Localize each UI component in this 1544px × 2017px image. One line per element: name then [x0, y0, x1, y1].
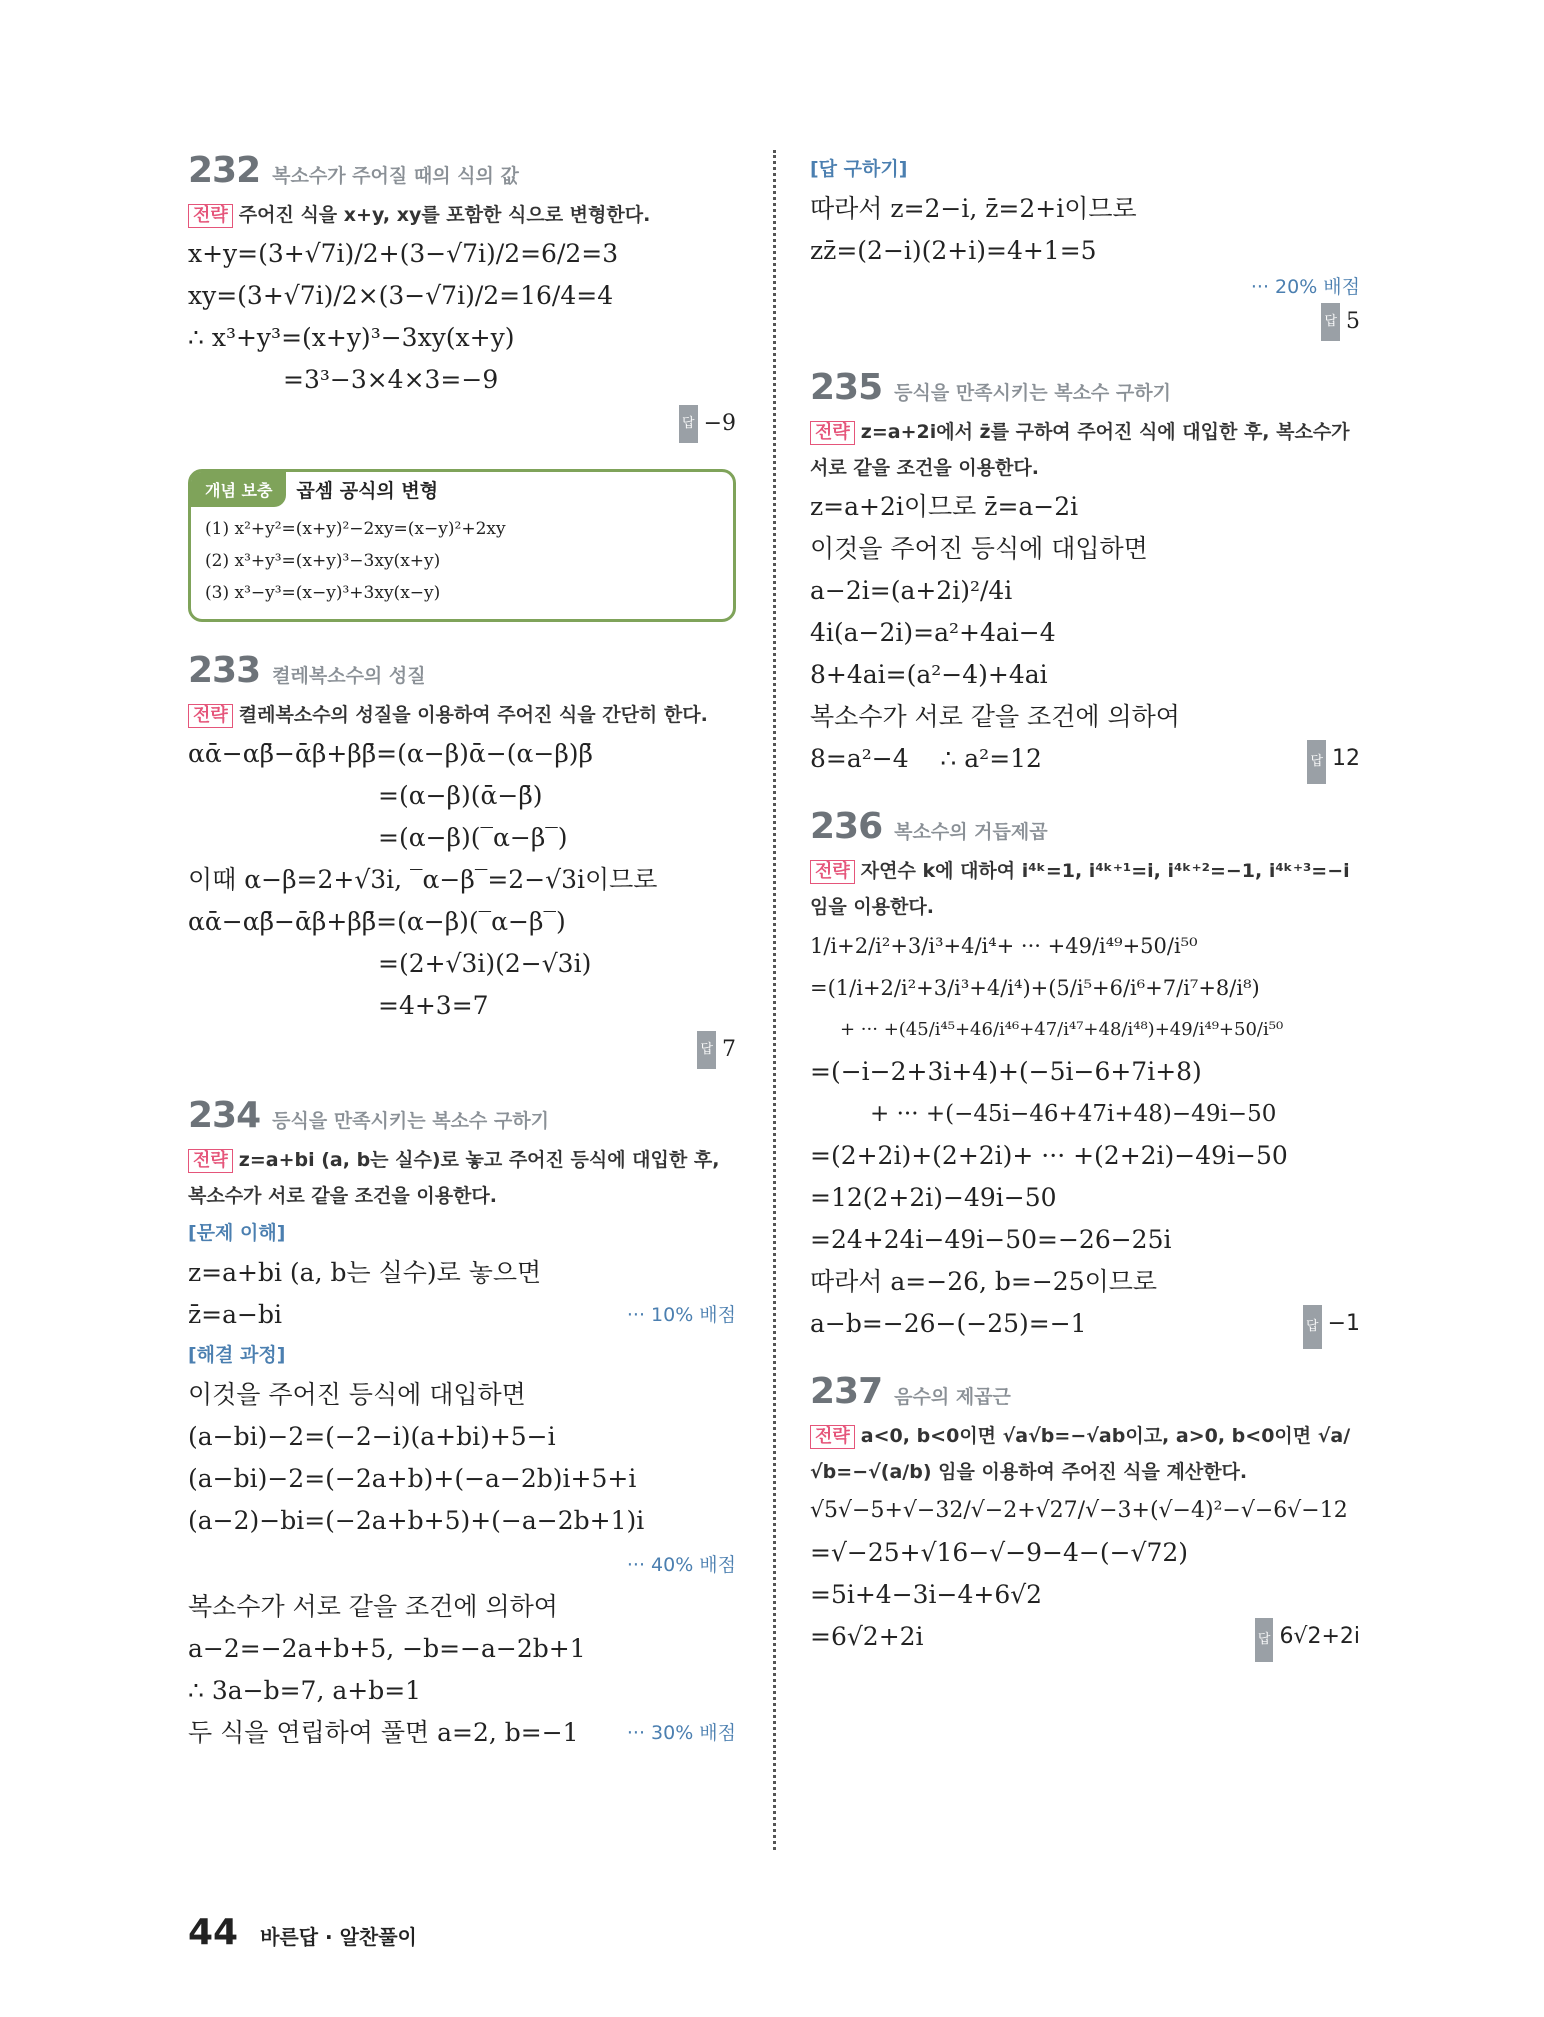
solution-line: αᾱ−αβ̄−ᾱβ+ββ̄=(α−β)ᾱ−(α−β)β̄ — [188, 739, 593, 768]
solution-text: 두 식을 연립하여 풀면 a=2, b=−1 — [188, 1718, 579, 1747]
solution-line: =(α−β)(‾α−β‾) — [378, 823, 568, 852]
problem-235 — [810, 367, 1360, 780]
solution-line: =5i+4−3i−4+6√2 — [810, 1580, 1043, 1609]
strategy-text: a<0, b<0이면 √a√b=−√ab이고, a>0, b<0이면 √a/√b=−√(a/b) 임을 이용하여 주어진 식을 계산한다. — [810, 1425, 1351, 1483]
solution-line: 이것을 주어진 등식에 대입하면 — [810, 534, 1148, 563]
solution-line: a−2=−2a+b+5, −b=−a−2b+1 — [188, 1634, 586, 1663]
concept-box-header — [191, 472, 719, 507]
solution-line: =(α−β)(ᾱ−β̄) — [378, 781, 543, 810]
solution-line — [810, 1616, 1360, 1658]
score-line — [810, 272, 1360, 299]
answer-mark-icon: 답 — [1321, 303, 1340, 341]
problem-number: 235 — [810, 367, 883, 408]
strategy-tag: 전략 — [810, 860, 855, 884]
problem-233 — [188, 650, 736, 1069]
problem-header — [810, 367, 1360, 408]
problem-header — [188, 1095, 736, 1136]
solution-line: 이때 α−β=2+√3i, ‾α−β‾=2−√3i이므로 — [188, 865, 658, 894]
answer — [1303, 1303, 1360, 1349]
problem-title: 음수의 제곱근 — [894, 1386, 1011, 1408]
concept-item: (2) x³+y³=(x+y)³−3xy(x+y) — [205, 551, 441, 571]
section-label: [문제 이해] — [188, 1222, 286, 1244]
problem-number: 234 — [188, 1095, 261, 1136]
answer-mark-icon: 답 — [679, 405, 698, 443]
solution-line: =12(2+2i)−49i−50 — [810, 1183, 1057, 1212]
strategy-tag: 전략 — [188, 204, 233, 228]
solution-line: =(1/i+2/i²+3/i³+4/i⁴)+(5/i⁵+6/i⁶+7/i⁷+8/i⁸) — [810, 976, 1260, 1000]
solution-line: (a−2)−bi=(−2a+b+5)+(−a−2b+1)i — [188, 1506, 645, 1535]
solution-line: (a−bi)−2=(−2a+b)+(−a−2b)i+5+i — [188, 1464, 637, 1493]
strategy-tag: 전략 — [810, 421, 855, 445]
problem-number: 232 — [188, 150, 261, 191]
answer-value: −1 — [1327, 1311, 1360, 1336]
left-column — [188, 150, 736, 1780]
strategy-tag: 전략 — [810, 1425, 855, 1449]
solution-line: =√−25+√16−√−9−4−(−√72) — [810, 1538, 1189, 1567]
score-line — [188, 1542, 736, 1586]
section-label: [답 구하기] — [810, 158, 908, 180]
strategy-tag: 전략 — [188, 1149, 233, 1173]
answer — [810, 303, 1360, 341]
solution-text: z̄=a−bi — [188, 1300, 282, 1329]
solution-line: (a−bi)−2=(−2−i)(a+bi)+5−i — [188, 1422, 556, 1451]
solution-line: √5√−5+√−32/√−2+√27/√−3+(√−4)²−√−6√−12 — [810, 1498, 1348, 1523]
problem-title: 등식을 만족시키는 복소수 구하기 — [894, 382, 1171, 404]
solution-text: 8=a²−4 ∴ a²=12 — [810, 744, 1042, 773]
answer-value: 5 — [1346, 309, 1360, 334]
problem-number: 236 — [810, 806, 883, 847]
score-weight: ··· 30% 배점 — [626, 1722, 736, 1744]
solution-text: =6√2+2i — [810, 1622, 924, 1651]
strategy-text: z=a+bi (a, b는 실수)로 놓고 주어진 등식에 대입한 후, 복소수가 서로 같을 조건을 이용한다. — [188, 1149, 720, 1207]
problem-number: 237 — [810, 1371, 883, 1412]
strategy-text: 켤레복소수의 성질을 이용하여 주어진 식을 간단히 한다. — [238, 704, 708, 726]
problem-236 — [810, 806, 1360, 1345]
problem-header — [810, 1371, 1360, 1412]
strategy-text: 주어진 식을 x+y, xy를 포함한 식으로 변형한다. — [238, 204, 651, 226]
solution-line: 1/i+2/i²+3/i³+4/i⁴+ ··· +49/i⁴⁹+50/i⁵⁰ — [810, 934, 1198, 958]
problem-234 — [188, 1095, 736, 1754]
solution-line: xy=(3+√7i)/2×(3−√7i)/2=16/4=4 — [188, 281, 614, 310]
solution-line: a−2i=(a+2i)²/4i — [810, 576, 1013, 605]
answer-value: 12 — [1332, 746, 1360, 771]
concept-item: (1) x²+y²=(x+y)²−2xy=(x−y)²+2xy — [205, 519, 506, 539]
solution-line — [188, 1712, 736, 1754]
solution-line: + ··· +(−45i−46+47i+48)−49i−50 — [870, 1101, 1277, 1127]
problem-title: 등식을 만족시키는 복소수 구하기 — [272, 1110, 549, 1132]
strategy — [810, 853, 1360, 925]
solution-line: 복소수가 서로 같을 조건에 의하여 — [810, 702, 1180, 731]
footer-title: 바른답 · 알찬풀이 — [260, 1925, 417, 1949]
answer-mark-icon: 답 — [1307, 740, 1326, 784]
solution-line — [810, 738, 1360, 780]
score-weight: ··· 40% 배점 — [626, 1554, 736, 1576]
problem-234-continued — [810, 150, 1360, 341]
solution-line: 복소수가 서로 같을 조건에 의하여 — [188, 1592, 558, 1621]
concept-item: (3) x³−y³=(x−y)³+3xy(x−y) — [205, 583, 441, 603]
score-weight: ··· 10% 배점 — [626, 1304, 736, 1326]
concept-box — [188, 469, 736, 622]
strategy — [188, 197, 736, 233]
problem-title: 복소수가 주어질 때의 식의 값 — [272, 165, 519, 187]
problem-header — [810, 806, 1360, 847]
page-footer — [188, 1912, 417, 1953]
answer-value: 7 — [722, 1037, 736, 1062]
solution-line: =(2+2i)+(2+2i)+ ··· +(2+2i)−49i−50 — [810, 1141, 1288, 1170]
problem-number: 233 — [188, 650, 261, 691]
answer-value: −9 — [703, 411, 736, 436]
problem-header — [188, 650, 736, 691]
solution-line: =(−i−2+3i+4)+(−5i−6+7i+8) — [810, 1057, 1202, 1086]
solution-line: αᾱ−αβ̄−ᾱβ+ββ̄=(α−β)(‾α−β‾) — [188, 907, 566, 936]
problem-title: 복소수의 거듭제곱 — [894, 821, 1048, 843]
solution-line: z=a+2i이므로 z̄=a−2i — [810, 492, 1079, 521]
concept-tag: 개념 보충 — [191, 472, 286, 507]
solution-line: =4+3=7 — [378, 991, 489, 1020]
answer-mark-icon: 답 — [1255, 1618, 1274, 1662]
section-label: [해결 과정] — [188, 1344, 286, 1366]
solution-line: 따라서 z=2−i, z̄=2+i이므로 — [810, 194, 1137, 223]
solution-text: a−b=−26−(−25)=−1 — [810, 1309, 1087, 1338]
solution-line: =24+24i−49i−50=−26−25i — [810, 1225, 1172, 1254]
solution-line — [810, 1303, 1360, 1345]
solution-line — [188, 1294, 736, 1336]
strategy-text: z=a+2i에서 z̄를 구하여 주어진 식에 대입한 후, 복소수가 서로 같을 조건을 이용한다. — [810, 421, 1350, 479]
strategy — [188, 1142, 736, 1214]
column-divider — [773, 150, 776, 1850]
strategy — [188, 697, 736, 733]
problem-title: 켤레복소수의 성질 — [272, 665, 426, 687]
right-column — [810, 150, 1360, 1684]
strategy-text: 자연수 k에 대하여 i⁴ᵏ=1, i⁴ᵏ⁺¹=i, i⁴ᵏ⁺²=−1, i⁴ᵏ⁺³=−i임을 이용한다. — [810, 860, 1350, 918]
problem-237 — [810, 1371, 1360, 1658]
answer-mark-icon: 답 — [697, 1031, 716, 1069]
answer-value: 6√2+2i — [1279, 1624, 1360, 1649]
strategy — [810, 1418, 1360, 1490]
answer — [1307, 738, 1360, 784]
solution-line: =(2+√3i)(2−√3i) — [378, 949, 592, 978]
solution-line: z=a+bi (a, b는 실수)로 놓으면 — [188, 1258, 542, 1287]
answer — [1255, 1616, 1360, 1662]
solution-line: x+y=(3+√7i)/2+(3−√7i)/2=6/2=3 — [188, 239, 619, 268]
solution-line: ∴ 3a−b=7, a+b=1 — [188, 1676, 422, 1705]
page-number: 44 — [188, 1912, 239, 1953]
answer — [188, 1031, 736, 1069]
solution-line: =3³−3×4×3=−9 — [283, 365, 499, 394]
solution-line: 따라서 a=−26, b=−25이므로 — [810, 1267, 1158, 1296]
score-weight: ··· 20% 배점 — [1250, 276, 1360, 298]
concept-title: 곱셈 공식의 변형 — [296, 480, 439, 502]
strategy — [810, 414, 1360, 486]
solution-line: ∴ x³+y³=(x+y)³−3xy(x+y) — [188, 323, 515, 352]
solution-line: zz̄=(2−i)(2+i)=4+1=5 — [810, 236, 1097, 265]
answer — [188, 405, 736, 443]
solution-line: 4i(a−2i)=a²+4ai−4 — [810, 618, 1056, 647]
solution-line: 8+4ai=(a²−4)+4ai — [810, 660, 1048, 689]
solution-line: 이것을 주어진 등식에 대입하면 — [188, 1380, 526, 1409]
answer-mark-icon: 답 — [1303, 1305, 1322, 1349]
problem-232 — [188, 150, 736, 443]
solution-line: + ··· +(45/i⁴⁵+46/i⁴⁶+47/i⁴⁷+48/i⁴⁸)+49/i⁴⁹+50/i⁵⁰ — [840, 1019, 1284, 1040]
strategy-tag: 전략 — [188, 704, 233, 728]
problem-header — [188, 150, 736, 191]
